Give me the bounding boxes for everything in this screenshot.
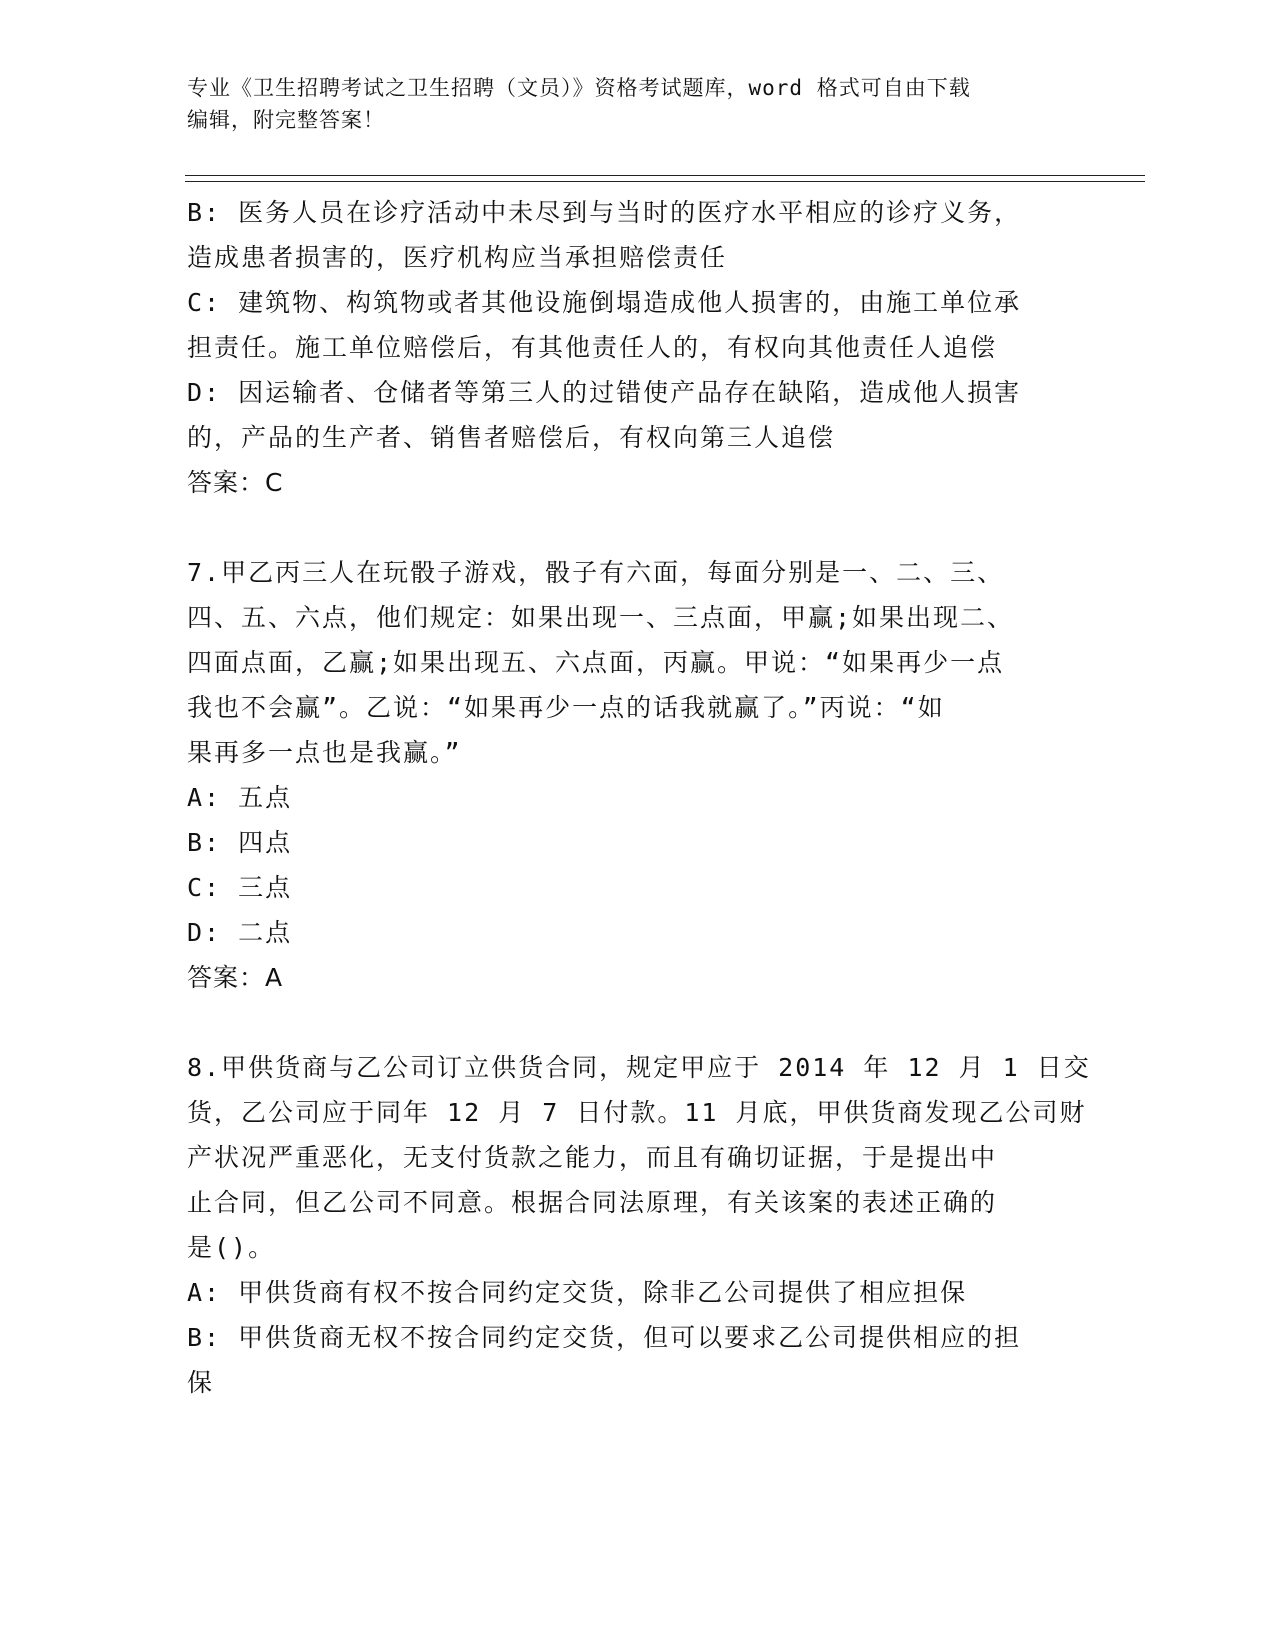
spacer <box>187 505 1067 550</box>
question-stem-line: 7.甲乙丙三人在玩骰子游戏，骰子有六面，每面分别是一、二、三、 <box>187 558 1005 587</box>
option-line: 的，产品的生产者、销售者赔偿后，有权向第三人追偿 <box>187 423 836 452</box>
option-b: B: 四点 <box>187 828 293 857</box>
question-stem-line: 我也不会赢”。乙说：“如果再少一点的话我就赢了。”丙说：“如 <box>187 693 945 722</box>
option-b-continued: 保 <box>187 1368 215 1397</box>
header-divider-top <box>185 175 1145 176</box>
question-stem-line: 四、五、六点，他们规定：如果出现一、三点面，甲赢;如果出现二、 <box>187 603 1015 632</box>
previous-question <box>187 190 1067 505</box>
question-stem-line: 产状况严重恶化，无支付货款之能力，而且有确切证据，于是提出中 <box>187 1143 998 1172</box>
option-c: C: 三点 <box>187 873 293 902</box>
header-divider-bottom <box>185 181 1145 182</box>
header-line: 专业《卫生招聘考试之卫生招聘（文员）》资格考试题库，word 格式可自由下载 <box>187 76 971 100</box>
option-line: D: 因运输者、仓储者等第三人的过错使产品存在缺陷，造成他人损害 <box>187 378 1022 407</box>
option-a: A: 五点 <box>187 783 293 812</box>
question-stem-line: 果再多一点也是我赢。” <box>187 738 462 767</box>
document-header <box>187 72 1087 136</box>
option-line: B: 医务人员在诊疗活动中未尽到与当时的医疗水平相应的诊疗义务， <box>187 198 1022 227</box>
question-7 <box>187 550 1067 1000</box>
spacer <box>187 1000 1067 1045</box>
answer-line: 答案：A <box>187 963 284 992</box>
option-b: B: 甲供货商无权不按合同约定交货，但可以要求乙公司提供相应的担 <box>187 1323 1022 1352</box>
option-line: C: 建筑物、构筑物或者其他设施倒塌造成他人损害的，由施工单位承 <box>187 288 1022 317</box>
option-line: 担责任。施工单位赔偿后，有其他责任人的，有权向其他责任人追偿 <box>187 333 998 362</box>
header-line: 编辑，附完整答案！ <box>187 108 385 132</box>
document-body <box>187 190 1091 1405</box>
option-d: D: 二点 <box>187 918 293 947</box>
question-8 <box>187 1045 1091 1405</box>
option-a: A: 甲供货商有权不按合同约定交货，除非乙公司提供了相应担保 <box>187 1278 968 1307</box>
option-line: 造成患者损害的，医疗机构应当承担赔偿责任 <box>187 243 728 272</box>
answer-line: 答案：C <box>187 468 284 497</box>
question-stem-line: 止合同，但乙公司不同意。根据合同法原理，有关该案的表述正确的 <box>187 1188 998 1217</box>
question-stem-line: 8.甲供货商与乙公司订立供货合同，规定甲应于 2014 年 12 月 1 日交 <box>187 1053 1091 1082</box>
question-stem-line: 是()。 <box>187 1233 276 1262</box>
question-stem-line: 四面点面，乙赢;如果出现五、六点面，丙赢。甲说：“如果再少一点 <box>187 648 1005 677</box>
question-stem-line: 货，乙公司应于同年 12 月 7 日付款。11 月底，甲供货商发现乙公司财 <box>187 1098 1087 1127</box>
